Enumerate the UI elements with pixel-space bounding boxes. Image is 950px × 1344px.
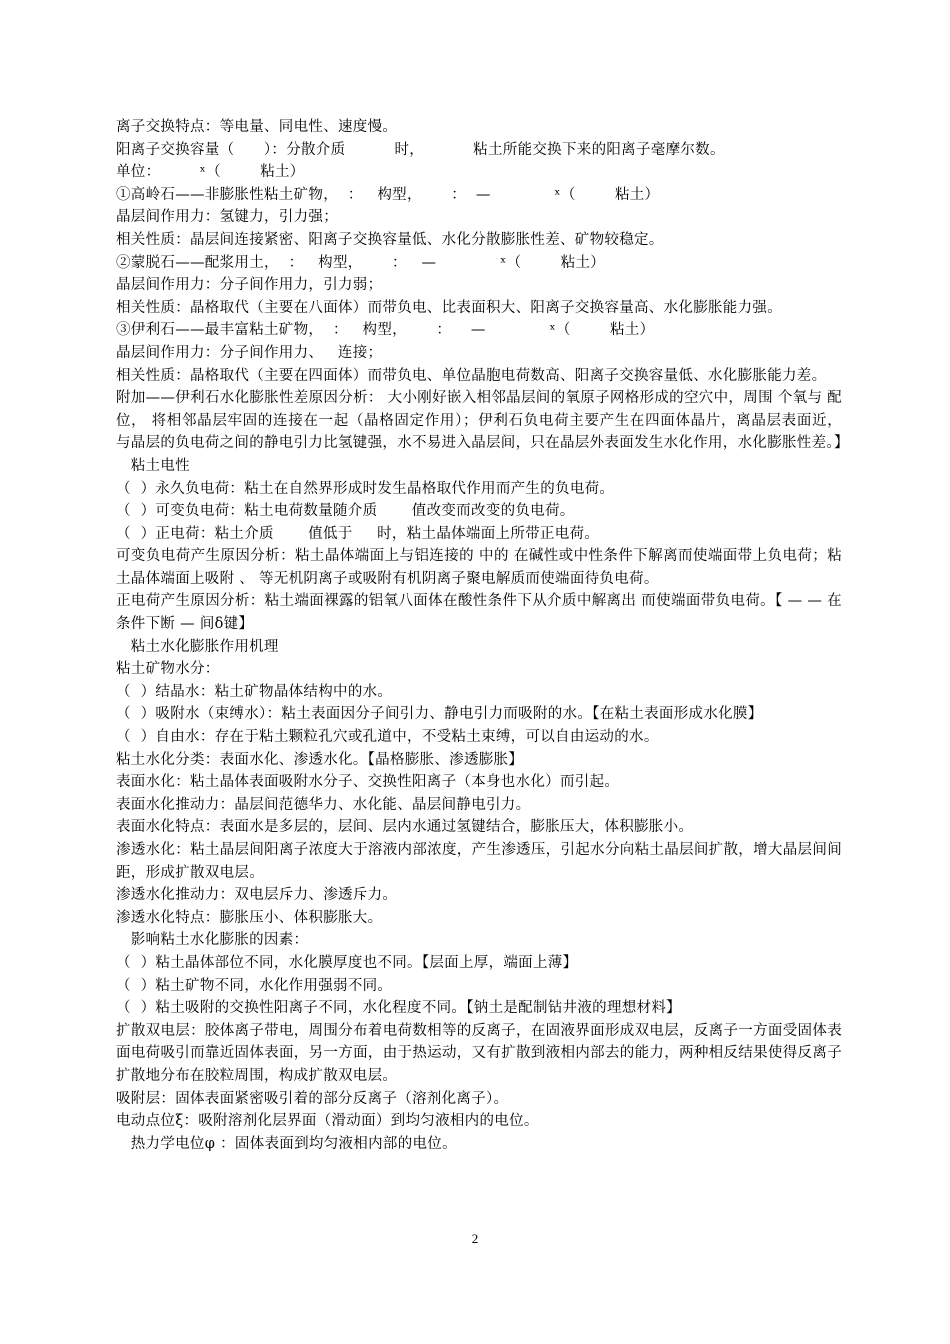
text-line: 表面水化特点：表面水是多层的，层间、层内水通过氢键结合，膨胀压大，体积膨胀小。: [116, 819, 694, 836]
text-line: ①高岭石——非膨胀性粘土矿物， ： 构型， ： — ˣ（ 粘土）: [116, 186, 660, 203]
text-line: 吸附层：固体表面紧密吸引着的部分反离子（溶剂化离子）。: [116, 1090, 509, 1107]
text-line: ③伊利石——最丰富粘土矿物， ： 构型， ： — ˣ（ 粘土）: [116, 322, 655, 339]
text-line: 晶层间作用力：分子间作用力、 连接；: [116, 344, 383, 361]
text-line: 表面水化推动力：晶层间范德华力、水化能、晶层间静电引力。: [116, 796, 531, 813]
list-item: （ ）正电荷：粘土介质 值低于 时，粘土晶体端面上所带正电荷。: [116, 525, 600, 542]
text-paragraph: 相关性质：晶格取代（主要在八面体）而带负电、比表面积大、阳离子交换容量高、水化膨胀能力强。: [116, 299, 782, 316]
list-item: （ ）粘土矿物不同，水化作用强弱不同。: [116, 977, 393, 994]
text-line: 单位： ˣ（ 粘土）: [116, 164, 305, 181]
list-item: （ ）可变负电荷：粘土电荷数量随介质 值改变而改变的负电荷。: [116, 503, 575, 520]
list-item: （ ）吸附水（束缚水）：粘土表面因分子间引力、静电引力而吸附的水。【在粘土表面形成水化膜】: [116, 706, 763, 723]
section-heading: 粘土电性: [116, 457, 190, 474]
list-item: （ ）结晶水：粘土矿物晶体结构中的水。: [116, 683, 393, 700]
list-item: （ ）粘土吸附的交换性阳离子不同，水化程度不同。【钠土是配制钻井液的理想材料】: [116, 1000, 681, 1017]
text-paragraph: 附加——伊利石水化膨胀性差原因分析： 大小刚好嵌入相邻晶层间的氧原子网格形成的空穴中，周围 个氧与 配位， 将相邻晶层牢固的连接在一起（晶格固定作用）；伊利石负电荷主要产生在四面体晶片，离晶层表面近， 与晶层的负电荷之间的静电引力比氢键强，水不易进入晶层间，只在晶层外表面发生水化作用，水化膨胀性差。】: [116, 390, 849, 452]
page-body: [116, 116, 849, 1155]
text-line: 离子交换特点：等电量、同电性、速度慢。: [116, 119, 398, 135]
text-line: ②蒙脱石——配浆用土， ： 构型， ： — ˣ（ 粘土）: [116, 254, 606, 271]
text-paragraph: 渗透水化：粘土晶层间阳离子浓度大于溶液内部浓度，产生渗透压，引起水分向粘土晶层间扩散，增大晶层间间距，形成扩散双电层。: [116, 842, 842, 881]
text-paragraph: 正电荷产生原因分析：粘土端面裸露的铝氧八面体在酸性条件下从介质中解离出 而使端面带负电荷。【 — — 在 条件下断 — 间δ键】: [116, 593, 842, 633]
page-number: 2: [471, 1231, 479, 1246]
text-paragraph: 扩散双电层：胶体离子带电，周围分布着电荷数相等的反离子，在固液界面形成双电层，反离子一方面受固体表面电荷吸引而靠近固体表面，另一方面，由于热运动，又有扩散到液相内部去的能力，两种相反结果使得反离子扩散地分布在胶粒周围，构成扩散双电层。: [116, 1022, 842, 1084]
list-item: （ ）粘土晶体部位不同，水化膜厚度也不同。【层面上厚，端面上薄】: [116, 954, 578, 971]
section-heading: 影响粘土水化膨胀的因素：: [116, 932, 309, 949]
text-line: 渗透水化特点：膨胀压小、体积膨胀大。: [116, 909, 383, 926]
text-line: 粘土水化分类：表面水化、渗透水化。【晶格膨胀、渗透膨胀】: [116, 751, 524, 768]
text-line: 渗透水化推动力：双电层斥力、渗透斥力。: [116, 887, 398, 904]
text-line: 阳离子交换容量（ ）：分散介质 时， 粘土所能交换下来的阳离子毫摩尔数。: [116, 141, 725, 158]
text-line: 相关性质：晶层间连接紧密、阳离子交换容量低、水化分散膨胀性差、矿物较稳定。: [116, 231, 664, 248]
text-paragraph: 相关性质：晶格取代（主要在四面体）而带负电、单位晶胞电荷数高、阳离子交换容量低、水化膨胀能力差。: [116, 367, 827, 384]
text-line: 晶层间作用力：分子间作用力，引力弱；: [116, 277, 383, 294]
list-item: （ ）自由水：存在于粘土颗粒孔穴或孔道中，不受粘土束缚，可以自由运动的水。: [116, 729, 659, 746]
text-line: 表面水化：粘土晶体表面吸附水分子、交换性阳离子（本身也水化）而引起。: [116, 774, 620, 791]
text-line: 晶层间作用力：氢键力，引力强；: [116, 209, 338, 226]
text-line: 热力学电位φ ：固体表面到均匀液相内部的电位。: [116, 1135, 457, 1152]
text-line: 粘土矿物水分：: [116, 661, 220, 678]
text-paragraph: 可变负电荷产生原因分析：粘土晶体端面上与铝连接的 中的 在碱性或中性条件下解离而使端面带上负电荷；粘土晶体端面上吸附 、 等无机阴离子或吸附有机阴离子聚电解质而使端面待负电荷。: [116, 548, 842, 587]
text-line: 电动点位ξ：吸附溶剂化层界面（滑动面）到均匀液相内的电位。: [116, 1113, 539, 1130]
section-heading: 粘土水化膨胀作用机理: [116, 638, 279, 655]
list-item: （ ）永久负电荷：粘土在自然界形成时发生晶格取代作用而产生的负电荷。: [116, 480, 615, 497]
